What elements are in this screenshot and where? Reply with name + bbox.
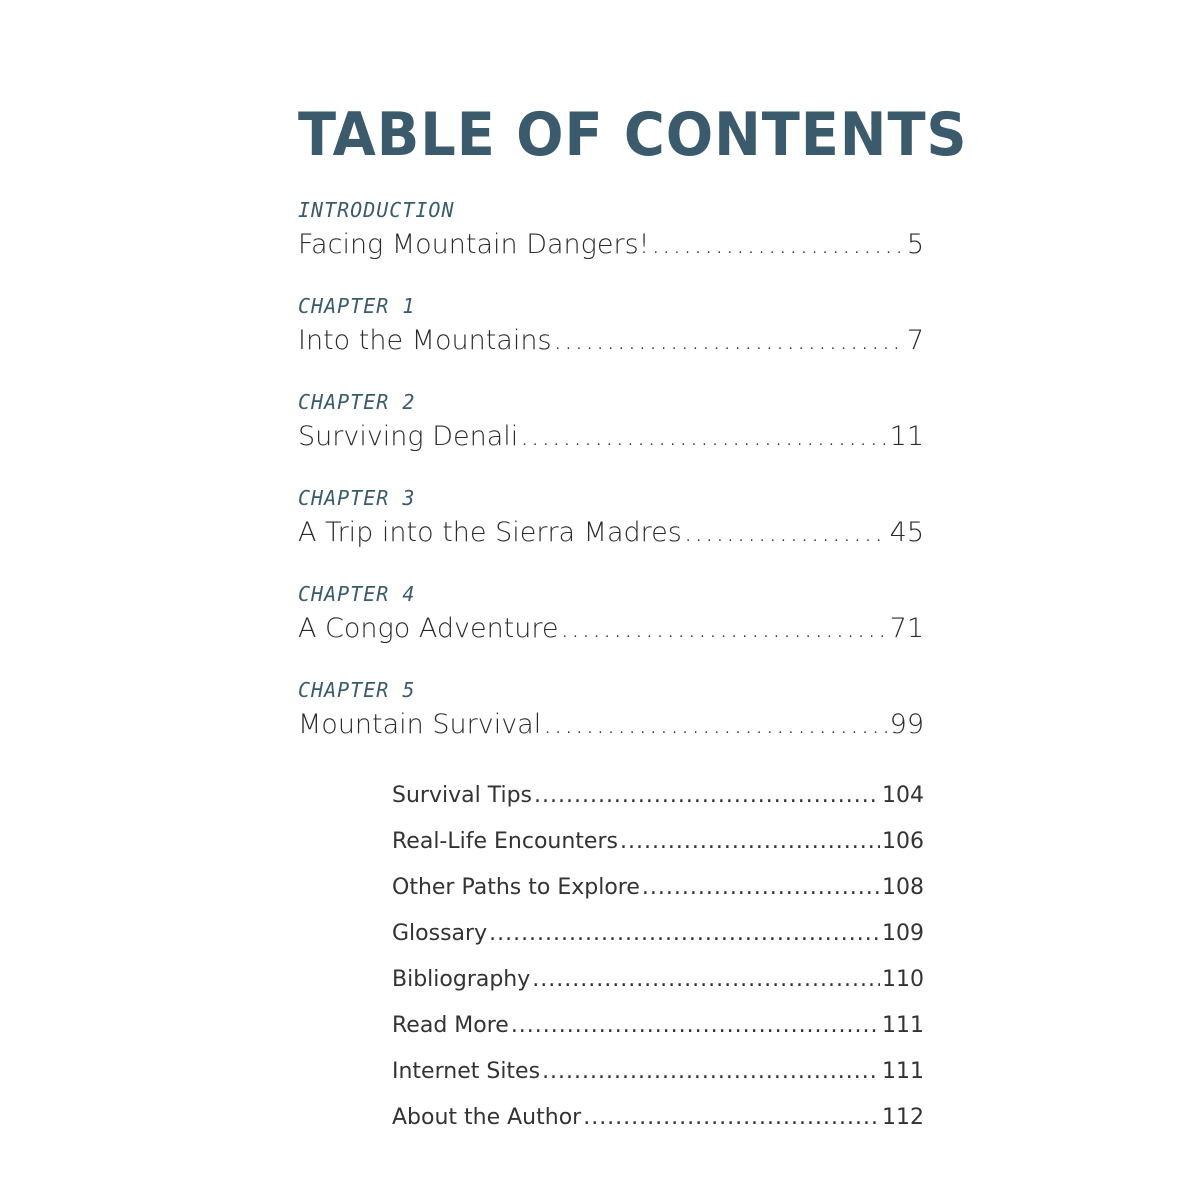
back-matter-entry[interactable]: [392, 1052, 924, 1098]
chapter-entry[interactable]: [298, 292, 924, 388]
chapter-title[interactable]: Facing Mountain Dangers!: [298, 229, 650, 260]
chapter-line: [298, 704, 924, 746]
chapter-line: [298, 224, 924, 266]
chapter-title[interactable]: Mountain Survival: [298, 709, 542, 740]
page-number: 111: [882, 1059, 924, 1084]
entry-title: Internet Sites: [392, 1059, 541, 1084]
chapter-line: [298, 608, 924, 650]
chapter-line: [298, 320, 924, 362]
chapter-entry[interactable]: [298, 676, 924, 772]
chapter-title[interactable]: A Congo Adventure: [298, 613, 559, 644]
entry-title: Read More: [392, 1013, 509, 1038]
back-matter-list: [392, 776, 924, 1144]
entry-title: Other Paths to Explore: [392, 875, 640, 900]
page-number: 109: [882, 921, 924, 946]
dot-leader: [642, 868, 880, 908]
dot-leader: [532, 960, 880, 1000]
chapter-title[interactable]: Surviving Denali: [298, 421, 519, 452]
page-number: 108: [882, 875, 924, 900]
back-matter-entry[interactable]: [392, 914, 924, 960]
page-number: 112: [882, 1105, 924, 1130]
page-number: 11: [889, 421, 924, 452]
page-number: 104: [882, 783, 924, 808]
page-number: 99: [889, 709, 924, 740]
dot-leader: [520, 416, 887, 458]
chapter-label: CHAPTER 1: [298, 294, 416, 318]
dot-leader: [651, 224, 904, 266]
chapter-label: CHAPTER 2: [298, 390, 416, 414]
dot-leader: [542, 1052, 880, 1092]
page-title: TABLE OF CONTENTS: [298, 100, 968, 170]
entry-title: Glossary: [392, 921, 488, 946]
chapter-label: INTRODUCTION: [298, 198, 455, 222]
chapter-entry[interactable]: [298, 580, 924, 676]
dot-leader: [561, 608, 888, 650]
dot-leader: [620, 822, 880, 862]
chapter-label: CHAPTER 5: [298, 678, 416, 702]
dot-leader: [554, 320, 905, 362]
page-number: 110: [882, 967, 924, 992]
page-number: 106: [882, 829, 924, 854]
chapter-title[interactable]: A Trip into the Sierra Madres: [298, 517, 682, 548]
chapter-line: [298, 416, 924, 458]
entry-title: Real-Life Encounters: [392, 829, 618, 854]
chapter-label: CHAPTER 3: [298, 486, 416, 510]
entry-title: About the Author: [392, 1105, 582, 1130]
back-matter-entry[interactable]: [392, 1098, 924, 1144]
page-number: 7: [906, 325, 924, 356]
dot-leader: [534, 776, 880, 816]
page-number: 45: [889, 517, 924, 548]
chapter-entry[interactable]: [298, 484, 924, 580]
page-number: 111: [882, 1013, 924, 1038]
dot-leader: [583, 1098, 880, 1138]
dot-leader: [511, 1006, 880, 1046]
dot-leader: [489, 914, 880, 954]
page-number: 5: [906, 229, 924, 260]
entry-title: Bibliography: [392, 967, 531, 992]
back-matter-entry[interactable]: [392, 776, 924, 822]
entry-title: Survival Tips: [392, 783, 532, 808]
chapter-line: [298, 512, 924, 554]
dot-leader: [684, 512, 888, 554]
chapter-entry[interactable]: [298, 196, 924, 292]
back-matter-entry[interactable]: [392, 1006, 924, 1052]
back-matter-entry[interactable]: [392, 822, 924, 868]
chapter-label: CHAPTER 4: [298, 582, 416, 606]
back-matter-entry[interactable]: [392, 960, 924, 1006]
page-number: 71: [889, 613, 924, 644]
chapter-title[interactable]: Into the Mountains: [298, 325, 552, 356]
dot-leader: [543, 704, 887, 746]
chapter-list: [298, 196, 924, 772]
chapter-entry[interactable]: [298, 388, 924, 484]
back-matter-entry[interactable]: [392, 868, 924, 914]
